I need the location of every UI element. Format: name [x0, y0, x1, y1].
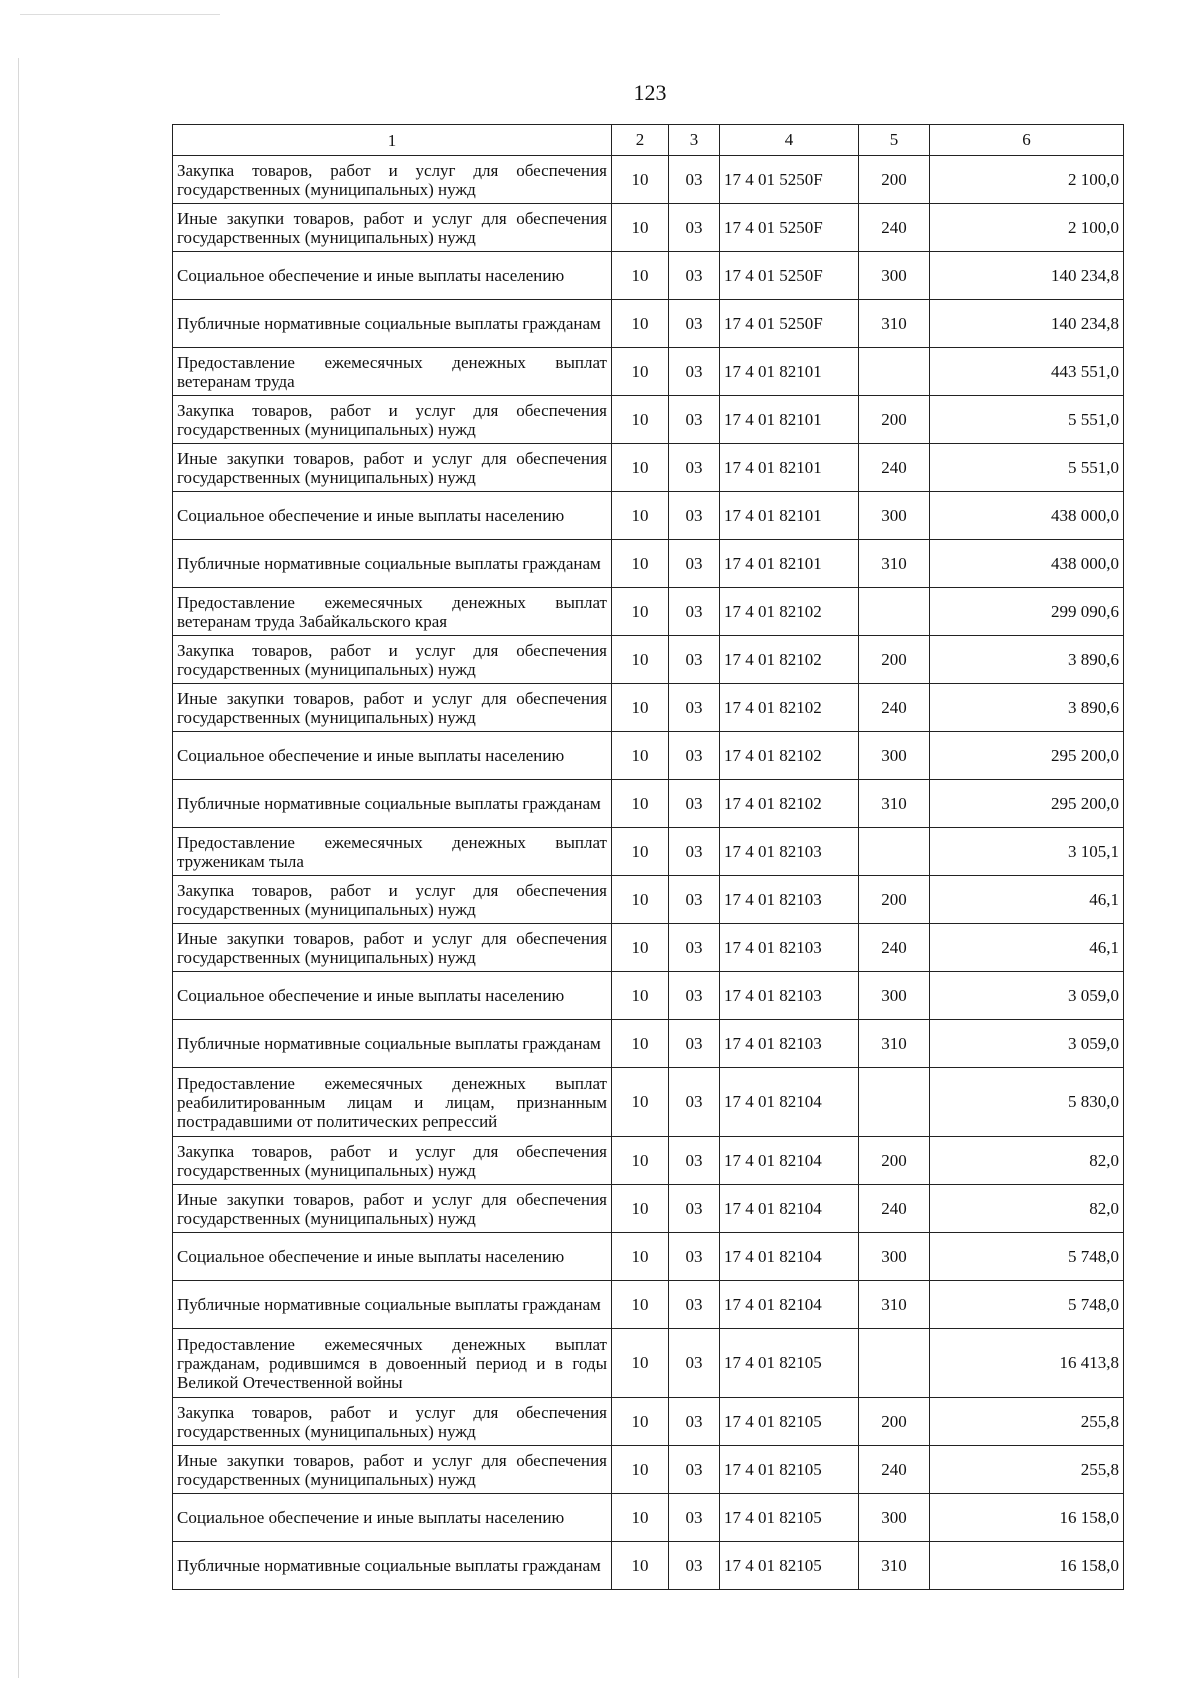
row-target-code: 17 4 01 5250F	[720, 300, 859, 348]
row-subsection: 03	[669, 492, 720, 540]
row-subsection: 03	[669, 444, 720, 492]
row-section: 10	[612, 1542, 669, 1590]
row-amount: 5 551,0	[930, 396, 1124, 444]
table-row	[173, 396, 1124, 444]
row-subsection: 03	[669, 204, 720, 252]
row-amount: 5 748,0	[930, 1233, 1124, 1281]
row-subsection: 03	[669, 1398, 720, 1446]
row-amount: 295 200,0	[930, 732, 1124, 780]
row-expense-type: 300	[859, 1494, 930, 1542]
table-row	[173, 1446, 1124, 1494]
row-subsection: 03	[669, 684, 720, 732]
row-name	[173, 252, 612, 300]
row-amount: 255,8	[930, 1398, 1124, 1446]
row-name-text: Закупка товаров, работ и услуг для обеспечения государственных (муниципальных) нужд	[177, 640, 607, 679]
table-row	[173, 1281, 1124, 1329]
row-subsection: 03	[669, 828, 720, 876]
row-section: 10	[612, 1329, 669, 1398]
row-name	[173, 1542, 612, 1590]
row-section: 10	[612, 300, 669, 348]
row-subsection: 03	[669, 732, 720, 780]
row-name	[173, 1446, 612, 1494]
row-amount: 2 100,0	[930, 204, 1124, 252]
row-section: 10	[612, 1398, 669, 1446]
row-subsection: 03	[669, 1068, 720, 1137]
row-target-code: 17 4 01 82105	[720, 1446, 859, 1494]
row-section: 10	[612, 1446, 669, 1494]
row-expense-type: 240	[859, 444, 930, 492]
table-body	[173, 156, 1124, 1590]
row-section: 10	[612, 444, 669, 492]
table-row	[173, 156, 1124, 204]
row-target-code: 17 4 01 82101	[720, 492, 859, 540]
row-expense-type	[859, 1329, 930, 1398]
header-col-6: 6	[930, 125, 1124, 156]
row-name	[173, 540, 612, 588]
row-subsection: 03	[669, 252, 720, 300]
row-name	[173, 1329, 612, 1398]
table-row	[173, 252, 1124, 300]
table-row	[173, 732, 1124, 780]
row-expense-type: 310	[859, 1281, 930, 1329]
row-name-text: Иные закупки товаров, работ и услуг для обеспечения государственных (муниципальных) нужд	[177, 688, 607, 727]
row-name	[173, 492, 612, 540]
row-section: 10	[612, 1137, 669, 1185]
row-name-text: Публичные нормативные социальные выплаты гражданам	[177, 1034, 601, 1053]
row-name	[173, 684, 612, 732]
row-amount: 299 090,6	[930, 588, 1124, 636]
row-expense-type: 300	[859, 972, 930, 1020]
row-subsection: 03	[669, 1329, 720, 1398]
row-name	[173, 204, 612, 252]
row-name	[173, 732, 612, 780]
row-name-text: Закупка товаров, работ и услуг для обеспечения государственных (муниципальных) нужд	[177, 1141, 607, 1180]
table-row	[173, 1185, 1124, 1233]
row-amount: 46,1	[930, 924, 1124, 972]
row-subsection: 03	[669, 1020, 720, 1068]
row-target-code: 17 4 01 5250F	[720, 252, 859, 300]
row-name	[173, 1494, 612, 1542]
row-expense-type: 240	[859, 204, 930, 252]
row-subsection: 03	[669, 588, 720, 636]
row-expense-type: 240	[859, 684, 930, 732]
table-row	[173, 1020, 1124, 1068]
row-target-code: 17 4 01 82104	[720, 1281, 859, 1329]
row-expense-type: 310	[859, 1020, 930, 1068]
row-name-text: Иные закупки товаров, работ и услуг для обеспечения государственных (муниципальных) нужд	[177, 448, 607, 487]
row-expense-type: 300	[859, 492, 930, 540]
row-section: 10	[612, 972, 669, 1020]
table-row	[173, 1398, 1124, 1446]
row-section: 10	[612, 1233, 669, 1281]
row-amount: 3 059,0	[930, 1020, 1124, 1068]
row-expense-type: 200	[859, 876, 930, 924]
row-amount: 140 234,8	[930, 252, 1124, 300]
row-section: 10	[612, 1185, 669, 1233]
row-amount: 255,8	[930, 1446, 1124, 1494]
row-name-text: Иные закупки товаров, работ и услуг для обеспечения государственных (муниципальных) нужд	[177, 1450, 607, 1489]
row-subsection: 03	[669, 1281, 720, 1329]
row-name-text: Публичные нормативные социальные выплаты гражданам	[177, 554, 601, 573]
row-section: 10	[612, 540, 669, 588]
row-name	[173, 588, 612, 636]
table-row	[173, 1494, 1124, 1542]
row-target-code: 17 4 01 82102	[720, 588, 859, 636]
row-name	[173, 1233, 612, 1281]
table-row	[173, 972, 1124, 1020]
row-expense-type: 300	[859, 252, 930, 300]
row-name	[173, 396, 612, 444]
row-target-code: 17 4 01 82104	[720, 1137, 859, 1185]
row-subsection: 03	[669, 924, 720, 972]
table-header-row	[173, 125, 1124, 156]
row-section: 10	[612, 1281, 669, 1329]
budget-table	[172, 124, 1124, 1590]
table-row	[173, 1233, 1124, 1281]
table-row	[173, 828, 1124, 876]
row-section: 10	[612, 828, 669, 876]
row-name-text: Публичные нормативные социальные выплаты гражданам	[177, 1556, 601, 1575]
row-amount: 438 000,0	[930, 492, 1124, 540]
row-name-text: Социальное обеспечение и иные выплаты населению	[177, 1508, 565, 1527]
row-amount: 16 158,0	[930, 1542, 1124, 1590]
page-number: 123	[633, 80, 667, 105]
row-target-code: 17 4 01 82101	[720, 540, 859, 588]
row-section: 10	[612, 780, 669, 828]
row-target-code: 17 4 01 82101	[720, 444, 859, 492]
table-row	[173, 1137, 1124, 1185]
table-row	[173, 780, 1124, 828]
header-col-3: 3	[669, 125, 720, 156]
row-subsection: 03	[669, 876, 720, 924]
row-name-text: Иные закупки товаров, работ и услуг для обеспечения государственных (муниципальных) нужд	[177, 208, 607, 247]
row-name-text: Публичные нормативные социальные выплаты гражданам	[177, 1295, 601, 1314]
row-amount: 295 200,0	[930, 780, 1124, 828]
row-name-text: Социальное обеспечение и иные выплаты населению	[177, 1247, 565, 1266]
row-name	[173, 300, 612, 348]
row-subsection: 03	[669, 636, 720, 684]
row-name	[173, 1068, 612, 1137]
row-name-text: Иные закупки товаров, работ и услуг для обеспечения государственных (муниципальных) нужд	[177, 928, 607, 967]
row-expense-type: 300	[859, 1233, 930, 1281]
row-name	[173, 1020, 612, 1068]
row-target-code: 17 4 01 82102	[720, 732, 859, 780]
row-name-text: Социальное обеспечение и иные выплаты населению	[177, 506, 565, 525]
row-amount: 3 890,6	[930, 684, 1124, 732]
row-subsection: 03	[669, 1494, 720, 1542]
row-expense-type: 240	[859, 1185, 930, 1233]
row-expense-type	[859, 348, 930, 396]
row-subsection: 03	[669, 1137, 720, 1185]
row-expense-type	[859, 588, 930, 636]
row-name	[173, 1281, 612, 1329]
row-amount: 3 890,6	[930, 636, 1124, 684]
row-expense-type: 200	[859, 1137, 930, 1185]
row-name	[173, 780, 612, 828]
row-amount: 443 551,0	[930, 348, 1124, 396]
row-target-code: 17 4 01 82102	[720, 636, 859, 684]
row-amount: 5 551,0	[930, 444, 1124, 492]
header-col-4: 4	[720, 125, 859, 156]
row-amount: 82,0	[930, 1185, 1124, 1233]
row-section: 10	[612, 204, 669, 252]
row-target-code: 17 4 01 82103	[720, 924, 859, 972]
row-subsection: 03	[669, 396, 720, 444]
row-name-text: Иные закупки товаров, работ и услуг для обеспечения государственных (муниципальных) нужд	[177, 1189, 607, 1228]
table-row	[173, 204, 1124, 252]
row-name-text: Предоставление ежемесячных денежных выплат ветеранам труда	[177, 352, 607, 391]
row-name	[173, 1137, 612, 1185]
table-row	[173, 924, 1124, 972]
row-name-text: Предоставление ежемесячных денежных выплат ветеранам труда Забайкальского края	[177, 592, 607, 631]
row-name-text: Предоставление ежемесячных денежных выплат реабилитированным лицам и лицам, признанным пострадавшими от политических репрессий	[177, 1073, 607, 1131]
row-amount: 140 234,8	[930, 300, 1124, 348]
row-name-text: Закупка товаров, работ и услуг для обеспечения государственных (муниципальных) нужд	[177, 160, 607, 199]
row-amount: 2 100,0	[930, 156, 1124, 204]
row-expense-type: 310	[859, 300, 930, 348]
row-section: 10	[612, 396, 669, 444]
row-expense-type: 200	[859, 1398, 930, 1446]
row-subsection: 03	[669, 1542, 720, 1590]
row-section: 10	[612, 492, 669, 540]
row-name	[173, 972, 612, 1020]
row-name-text: Социальное обеспечение и иные выплаты населению	[177, 986, 565, 1005]
row-name	[173, 348, 612, 396]
row-name	[173, 636, 612, 684]
row-expense-type: 200	[859, 156, 930, 204]
row-target-code: 17 4 01 82104	[720, 1068, 859, 1137]
row-amount: 16 413,8	[930, 1329, 1124, 1398]
row-section: 10	[612, 732, 669, 780]
row-section: 10	[612, 252, 669, 300]
table-row	[173, 684, 1124, 732]
table-row	[173, 636, 1124, 684]
row-amount: 438 000,0	[930, 540, 1124, 588]
table-row	[173, 348, 1124, 396]
row-amount: 46,1	[930, 876, 1124, 924]
row-section: 10	[612, 684, 669, 732]
row-section: 10	[612, 348, 669, 396]
row-subsection: 03	[669, 540, 720, 588]
row-target-code: 17 4 01 82102	[720, 684, 859, 732]
table-row	[173, 300, 1124, 348]
row-target-code: 17 4 01 82104	[720, 1233, 859, 1281]
row-name	[173, 444, 612, 492]
scan-artifact-left-edge	[18, 58, 19, 1678]
row-expense-type: 240	[859, 924, 930, 972]
row-expense-type	[859, 1068, 930, 1137]
row-section: 10	[612, 876, 669, 924]
row-expense-type: 200	[859, 396, 930, 444]
header-col-2: 2	[612, 125, 669, 156]
row-amount: 3 059,0	[930, 972, 1124, 1020]
row-name-text: Закупка товаров, работ и услуг для обеспечения государственных (муниципальных) нужд	[177, 1402, 607, 1441]
row-name	[173, 1185, 612, 1233]
row-name	[173, 876, 612, 924]
row-expense-type: 200	[859, 636, 930, 684]
row-target-code: 17 4 01 82105	[720, 1542, 859, 1590]
row-subsection: 03	[669, 972, 720, 1020]
row-expense-type: 310	[859, 540, 930, 588]
table-row	[173, 588, 1124, 636]
scan-artifact-top	[20, 14, 220, 15]
row-section: 10	[612, 1494, 669, 1542]
row-section: 10	[612, 636, 669, 684]
row-target-code: 17 4 01 82103	[720, 876, 859, 924]
row-name	[173, 1398, 612, 1446]
row-section: 10	[612, 1068, 669, 1137]
table-row	[173, 876, 1124, 924]
row-subsection: 03	[669, 156, 720, 204]
row-target-code: 17 4 01 82101	[720, 396, 859, 444]
row-name-text: Закупка товаров, работ и услуг для обеспечения государственных (муниципальных) нужд	[177, 400, 607, 439]
table-row	[173, 444, 1124, 492]
row-amount: 3 105,1	[930, 828, 1124, 876]
row-subsection: 03	[669, 1446, 720, 1494]
row-subsection: 03	[669, 1185, 720, 1233]
row-amount: 82,0	[930, 1137, 1124, 1185]
row-target-code: 17 4 01 82105	[720, 1329, 859, 1398]
row-target-code: 17 4 01 5250F	[720, 204, 859, 252]
row-name-text: Предоставление ежемесячных денежных выплат гражданам, родившимся в довоенный период и в годы Великой Отечественной войны	[177, 1334, 607, 1392]
row-subsection: 03	[669, 1233, 720, 1281]
row-name-text: Социальное обеспечение и иные выплаты населению	[177, 746, 565, 765]
row-name	[173, 156, 612, 204]
row-amount: 16 158,0	[930, 1494, 1124, 1542]
row-name	[173, 828, 612, 876]
row-target-code: 17 4 01 82103	[720, 972, 859, 1020]
row-name-text: Предоставление ежемесячных денежных выплат труженикам тыла	[177, 832, 607, 871]
table-row	[173, 1542, 1124, 1590]
row-name-text: Социальное обеспечение и иные выплаты населению	[177, 266, 565, 285]
row-expense-type: 240	[859, 1446, 930, 1494]
header-col-5: 5	[859, 125, 930, 156]
header-col-1: 1	[173, 125, 612, 156]
row-subsection: 03	[669, 300, 720, 348]
row-amount: 5 748,0	[930, 1281, 1124, 1329]
row-section: 10	[612, 156, 669, 204]
row-section: 10	[612, 924, 669, 972]
row-section: 10	[612, 588, 669, 636]
row-target-code: 17 4 01 82101	[720, 348, 859, 396]
table-row	[173, 1068, 1124, 1137]
table-row	[173, 540, 1124, 588]
row-expense-type: 300	[859, 732, 930, 780]
table-row	[173, 492, 1124, 540]
row-subsection: 03	[669, 348, 720, 396]
row-name-text: Закупка товаров, работ и услуг для обеспечения государственных (муниципальных) нужд	[177, 880, 607, 919]
row-section: 10	[612, 1020, 669, 1068]
row-subsection: 03	[669, 780, 720, 828]
row-target-code: 17 4 01 82104	[720, 1185, 859, 1233]
row-name-text: Публичные нормативные социальные выплаты гражданам	[177, 794, 601, 813]
row-expense-type	[859, 828, 930, 876]
row-target-code: 17 4 01 82102	[720, 780, 859, 828]
row-target-code: 17 4 01 82103	[720, 828, 859, 876]
row-expense-type: 310	[859, 780, 930, 828]
row-target-code: 17 4 01 82105	[720, 1398, 859, 1446]
row-target-code: 17 4 01 82103	[720, 1020, 859, 1068]
row-name-text: Публичные нормативные социальные выплаты гражданам	[177, 314, 601, 333]
row-name	[173, 924, 612, 972]
row-target-code: 17 4 01 82105	[720, 1494, 859, 1542]
row-amount: 5 830,0	[930, 1068, 1124, 1137]
row-target-code: 17 4 01 5250F	[720, 156, 859, 204]
table-row	[173, 1329, 1124, 1398]
row-expense-type: 310	[859, 1542, 930, 1590]
